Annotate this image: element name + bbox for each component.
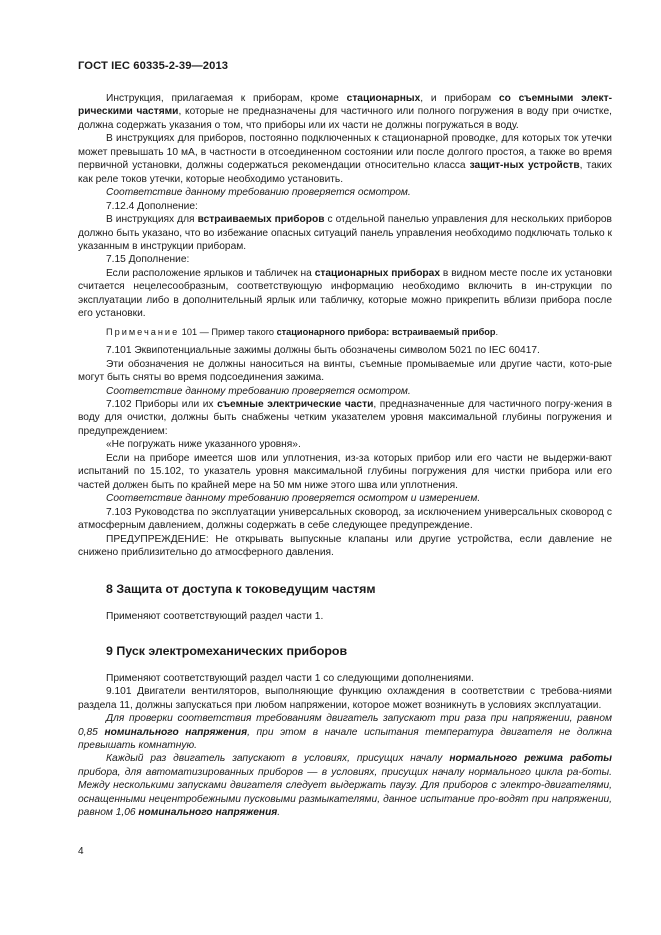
paragraph-instructions-submersion [78, 92, 612, 132]
text: , и приборам [420, 93, 499, 104]
term-stationary: стационарных [346, 93, 421, 104]
text: Соответствие данному требованию проверяется осмотром. [106, 385, 411, 397]
text: , которые не предназначены для частичного или полного погружения в воду при очистке, должна содержать указания о том, что приборы или их части не должны погружаться в воду. [78, 106, 612, 131]
page-body [78, 92, 612, 820]
clause-7-101: 7.101 Эквипотенциальные зажимы должны быть обозначены символом 5021 по IEC 60417. [106, 345, 540, 357]
text: Соответствие данному требованию проверяется осмотром. [106, 187, 411, 199]
section-9-title: 9 Пуск электромеханических приборов [106, 644, 348, 659]
paragraph-markings: Эти обозначения не должны наноситься на винты, съемные промываемые или другие части, кото-рые могут быть сняты во время подсоединения зажима. [78, 358, 612, 384]
paragraph-built-in [78, 213, 612, 253]
text: с отдельной панелью управления для нескольких приборов должно быть указано, что во избежание опасных ситуаций панель управления необходимо подключать только к указанным в инструкции приборам. [78, 214, 612, 252]
text: , таких как реле токов утечки, которые необходимо установить. [78, 160, 612, 185]
compliance-check-3 [78, 492, 612, 505]
clause-7-103: 7.103 Руководства по эксплуатации универсальных сковород, за исключением универсальных сковород с атмосферным давлением, должны содержать в себе следующее предупреждение. [78, 506, 612, 532]
clause-7-15: 7.15 Дополнение: [106, 254, 190, 266]
section-8-title: 8 Защита от доступа к токоведущим частям [106, 582, 376, 597]
warning-text: ПРЕДУПРЕЖДЕНИЕ: Не открывать выпускные клапаны или другие устройства, если давление не снижено приблизительно до атмосферного давления. [78, 533, 612, 558]
term-protective-devices: защит-ных устройств [469, 160, 580, 172]
section-8-text: Применяют соответствующий раздел части 1. [106, 610, 324, 622]
text: Если расположение ярлыков и табличек на [106, 267, 315, 279]
text: , при этом в начале испытания температура двигателя не должна превышать комнатную. [78, 726, 612, 752]
text: В инструкциях для приборов, постоянно подключенных к стационарной проводке, для которых ток утечки может превышать 10 мА, в частности в отсоединенном состоянии или после долгого простоя, а также во время первичной установки, должны содержаться рекомендации относительно класса [78, 133, 612, 172]
text: Для проверки соответствия требованиям двигатель запускают три раза при напряжении, равном 0,85 [78, 713, 612, 738]
paragraph-seam: Если на приборе имеется шов или уплотнения, из-за которых прибор или его части не выдержи-вают испытаний по 15.102, то указатель уровня максимальной глубины погружения для чистки прибора или его частей должен быть по крайней мере на 50 мм ниже этого шва или уплотнения. [78, 452, 612, 491]
text: 7.102 Приборы или их [106, 398, 218, 410]
compliance-check-2 [78, 385, 612, 398]
text: . [495, 326, 499, 337]
page-number: 4 [78, 846, 84, 857]
paragraph-leakage-current [78, 132, 612, 186]
warning-quote: «Не погружать ниже указанного уровня». [106, 439, 301, 451]
paragraph-test-085 [78, 712, 612, 752]
text: Соответствие данному требованию проверяется осмотром и измерением. [106, 493, 481, 505]
term-normal-operation: нормального режима работы [449, 753, 612, 765]
term-detachable-parts: со съемными элект-рическими частями [78, 93, 612, 118]
term-stationary-appliances: стационарных приборах [314, 267, 440, 279]
clause-7-102 [78, 398, 612, 438]
note-term: стационарного прибора: встраиваемый прибор [276, 326, 496, 337]
term-rated-voltage: номинального напряжения [104, 726, 248, 738]
term-built-in: встраиваемых приборов [197, 214, 325, 226]
paragraph-labels [78, 267, 612, 321]
text: В инструкциях для [106, 214, 198, 226]
text: . [277, 807, 281, 819]
clause-9-101: 9.101 Двигатели вентиляторов, выполняющие функцию охлаждения в соответствии с требова-ниями раздела 11, должны запускаться при любом напряжении, которое может возникнуть в условиях эксплуатации. [78, 686, 612, 711]
term-detachable-electrical: съемные электрические части [217, 398, 374, 410]
term-rated-voltage: номинального напряжения [138, 807, 278, 819]
text: 101 — Пример такого [179, 326, 277, 337]
text: Каждый раз двигатель запускают в условиях, присущих началу [106, 753, 450, 765]
note-label: Примечание [106, 326, 180, 337]
text: в видном месте после их установки считается нецелесообразным, соответствующую информацию необходимо включить в ин-струкции по эксплуатации либо в дополнительный ярлык или табличку, которые можно прикрепить вблизи прибора после его установки. [78, 267, 613, 320]
paragraph-test-106 [78, 752, 612, 819]
clause-7-12-4: 7.12.4 Дополнение: [106, 200, 198, 212]
page-header: ГОСТ IEC 60335-2-39—2013 [78, 60, 229, 72]
text: Инструкция, прилагаемая к приборам, кроме [106, 93, 347, 104]
text: , предназначенные для частичного погру-жения в воду для очистки, должны быть снабжены четким указателем уровня максимальной глубины погружения и предупреждением: [78, 398, 613, 437]
text: прибора, для автоматизированных приборов — в условиях, присущих началу нормального цикла ра-боты. Между несколькими запусками двигателя следует выдержать паузу. Для приборов с электро-двигателями, оснащенными нецентробежными пусковыми размыкателями, данное испытание про-водят при напряжении, равном 1,06 [78, 766, 612, 819]
section-9-text: Применяют соответствующий раздел части 1 со следующими дополнениями. [106, 672, 474, 684]
note-101 [78, 326, 612, 339]
compliance-check-1 [78, 186, 612, 199]
